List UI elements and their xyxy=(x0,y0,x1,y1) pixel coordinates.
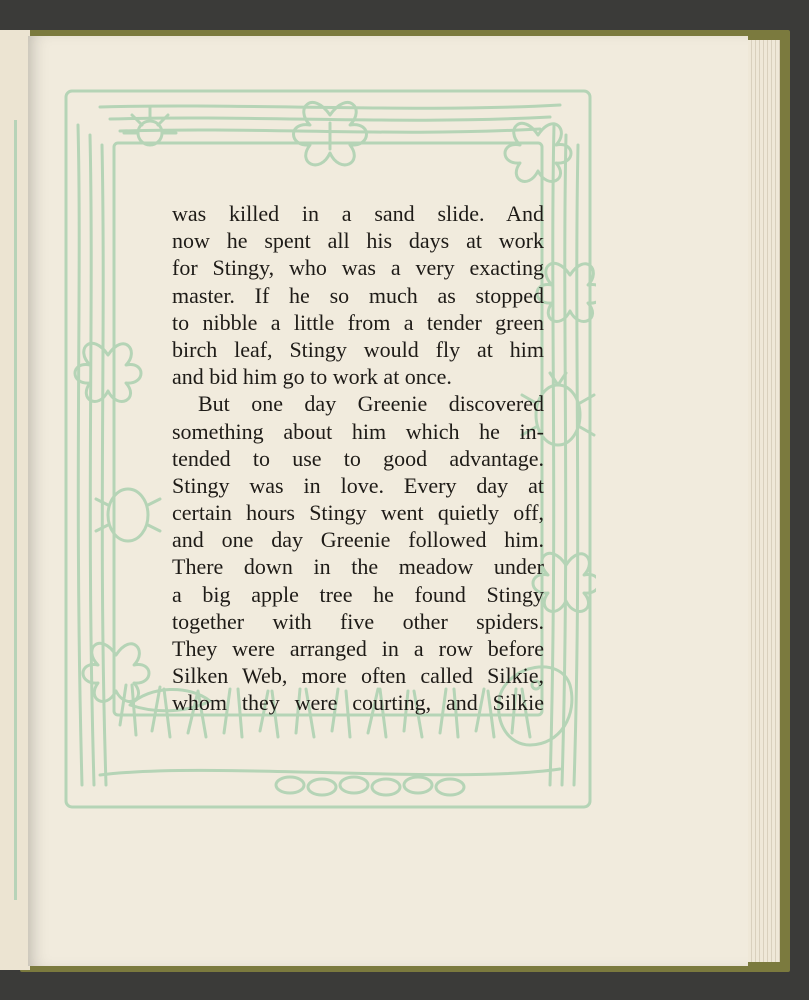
text-line: was killed in a sand slide. And xyxy=(172,201,544,226)
text-line: Stingy was in love. Every day at xyxy=(172,472,544,498)
text-line: But one day Greenie discovered xyxy=(198,391,544,417)
text-line: master. If he so much as stopped xyxy=(172,282,544,308)
text-line: for Stingy, who was a very exacting xyxy=(172,255,544,281)
text-line: There down in the meadow under xyxy=(172,554,544,580)
text-line: and bid him go to work at once. xyxy=(172,364,452,390)
text-line: birch leaf, Stingy would fly at him xyxy=(172,336,544,362)
text-line: They were arranged in a row before xyxy=(172,636,544,661)
left-page-frame-sliver xyxy=(0,120,17,900)
text-line: Silken Web, more often called Silkie, xyxy=(172,663,544,689)
left-page-edge xyxy=(0,30,30,970)
text-line: together with five other spiders. xyxy=(172,608,544,634)
body-text xyxy=(172,200,544,717)
text-line: tended to use to good advantage. xyxy=(172,445,544,471)
text-line: and one day Greenie followed him. xyxy=(172,527,544,553)
text-line: now he spent all his days at work xyxy=(172,228,544,254)
text-line: a big apple tree he found Stingy xyxy=(172,581,544,607)
text-line: to nibble a little from a tender green xyxy=(172,309,544,335)
text-line: something about him which he in- xyxy=(172,418,544,444)
text-line: whom they were courting, and Silkie xyxy=(172,690,544,716)
text-line: certain hours Stingy went quietly off, xyxy=(172,500,544,526)
